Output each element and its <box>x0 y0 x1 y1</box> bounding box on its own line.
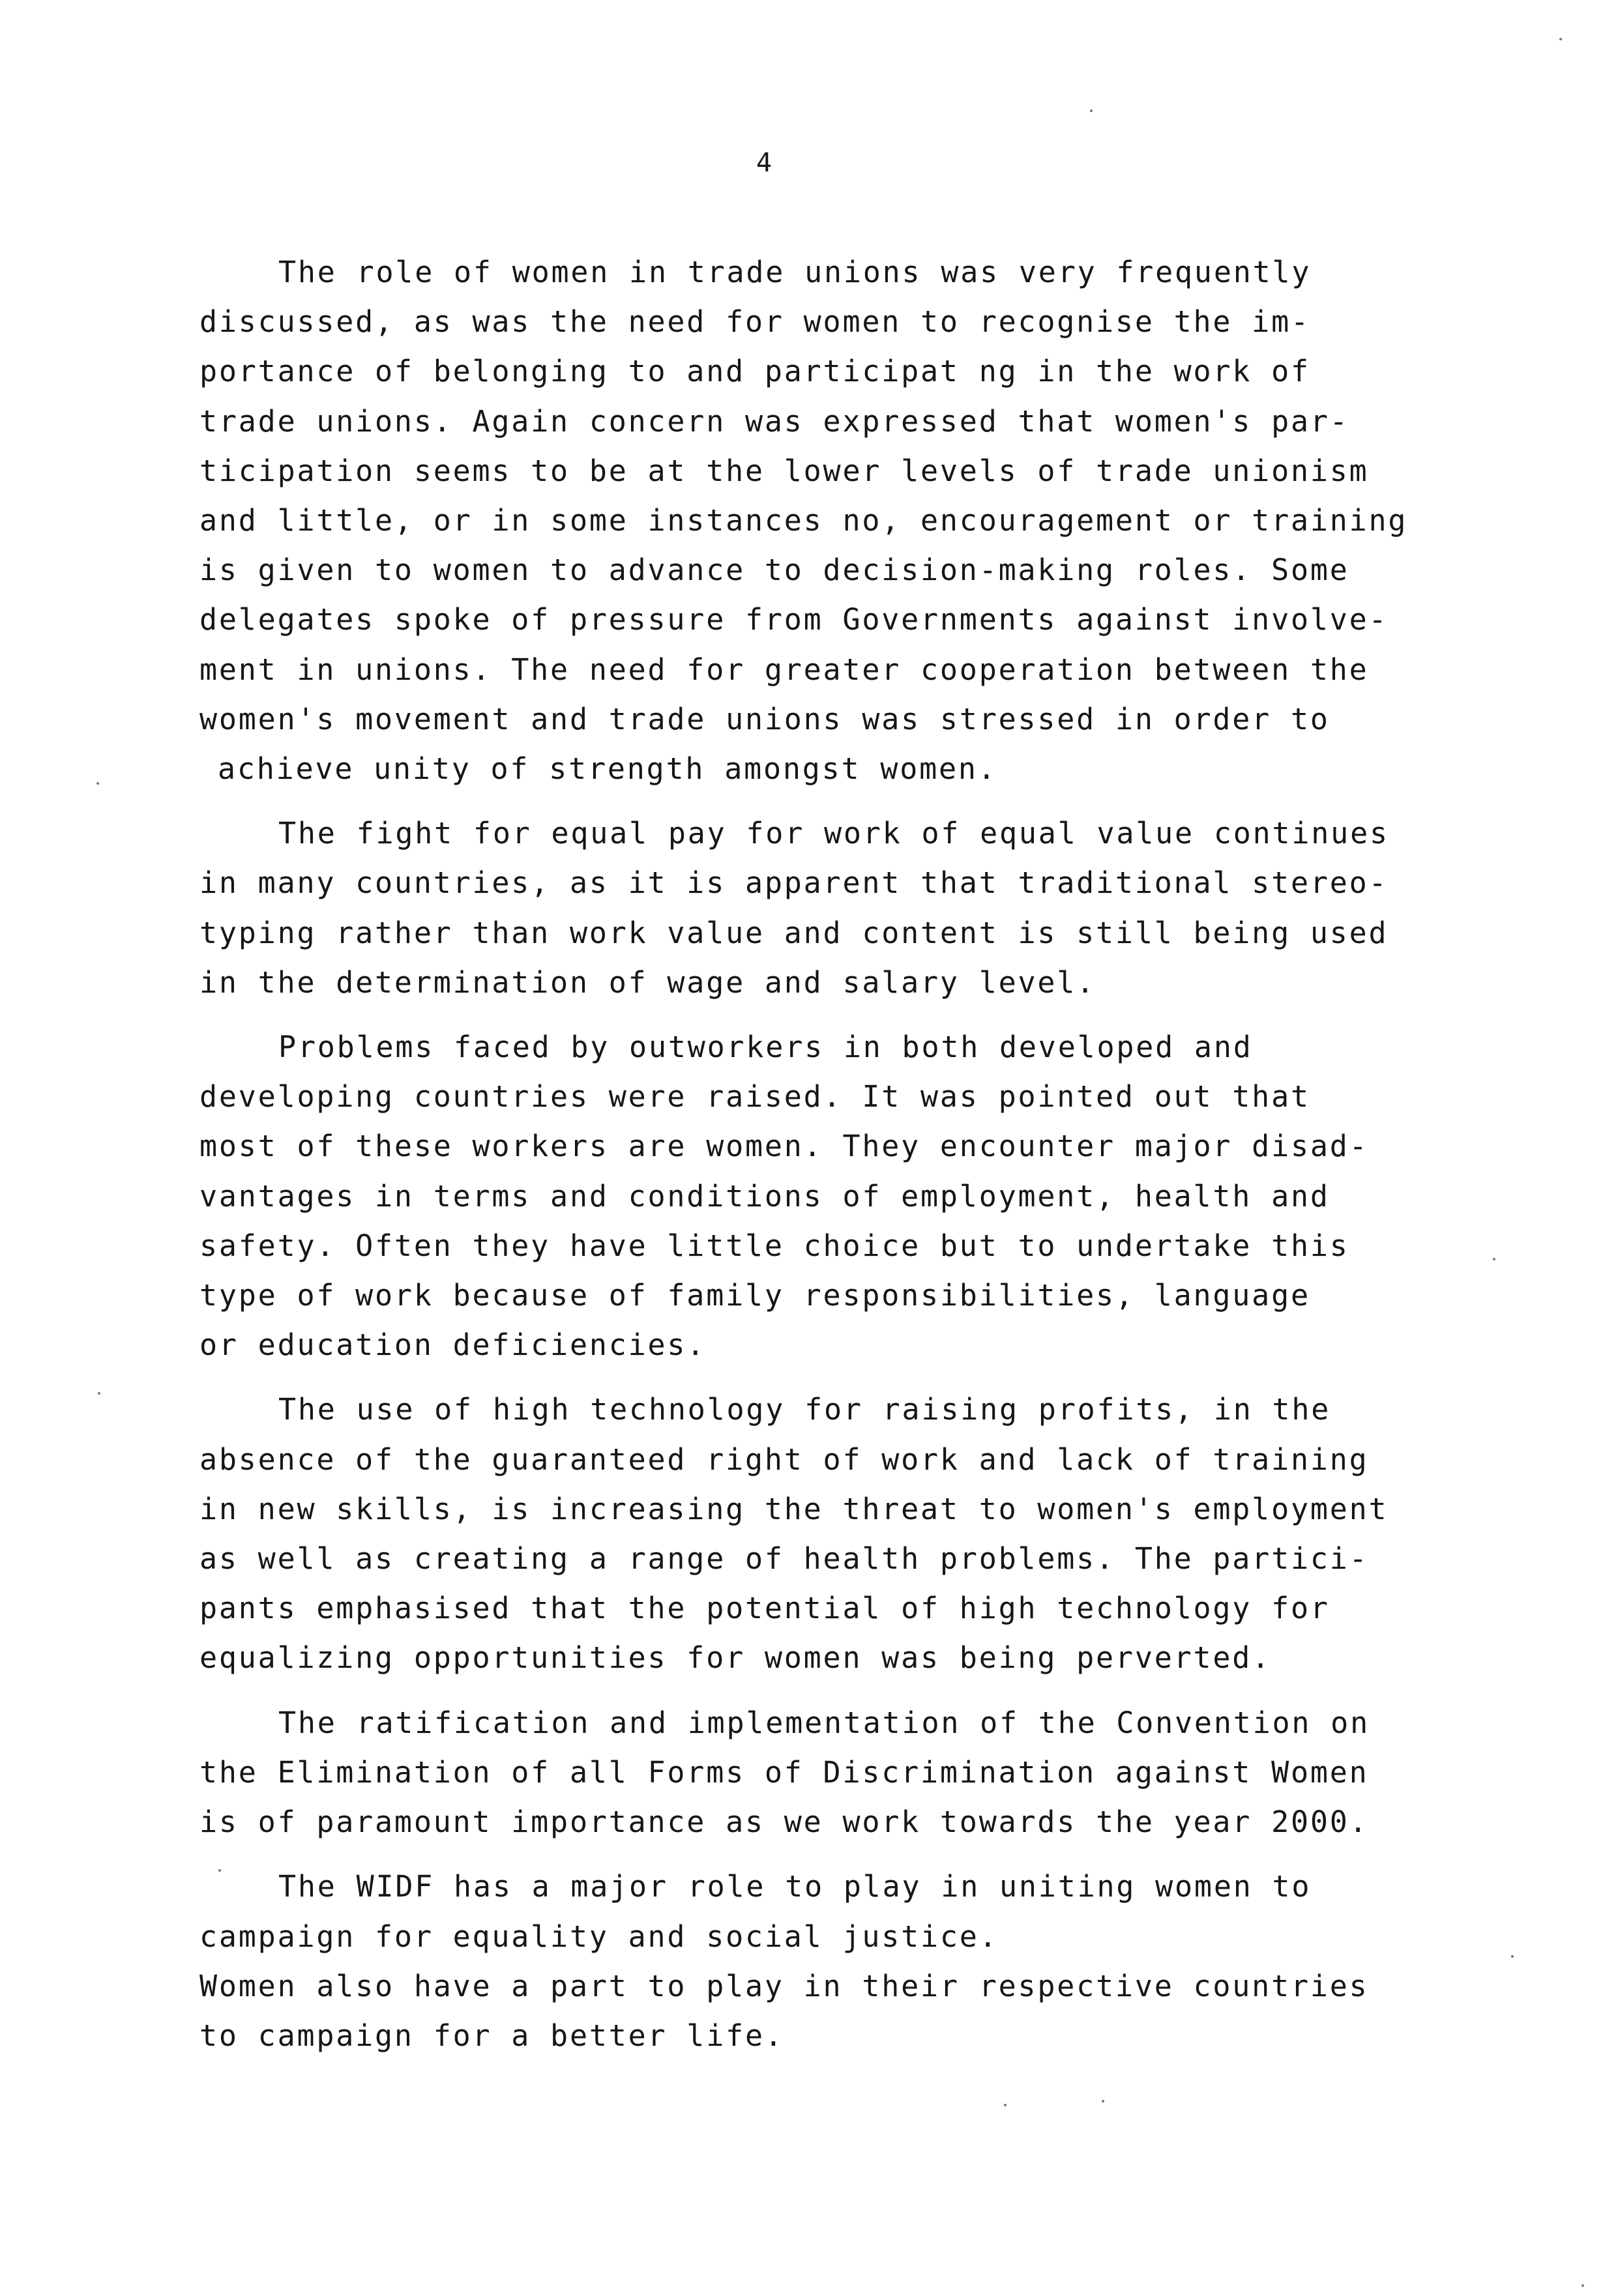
text-line: discussed, as was the need for women to recognise the im- <box>199 304 1310 340</box>
text-line: The WIDF has a major role to play in uniting women to <box>278 1869 1312 1904</box>
text-line: as well as creating a range of health problems. The partici- <box>199 1541 1369 1577</box>
scan-speck <box>1493 1258 1495 1260</box>
scan-speck <box>96 782 99 785</box>
text-line: the Elimination of all Forms of Discrimination against Women <box>199 1754 1369 1790</box>
text-line: The use of high technology for raising profits, in the <box>278 1392 1331 1427</box>
scan-speck <box>1559 38 1562 40</box>
text-line: in the determination of wage and salary level. <box>199 965 1096 1000</box>
text-line: developing countries were raised. It was pointed out that <box>199 1079 1310 1114</box>
text-line: Problems faced by outworkers in both developed and <box>278 1030 1253 1065</box>
scan-speck <box>1581 2284 1584 2287</box>
text-line: achieve unity of strength amongst women. <box>218 751 997 787</box>
text-line: The role of women in trade unions was very frequently <box>278 255 1312 289</box>
paragraph-equal-pay <box>199 809 1477 1008</box>
text-line: vantages in terms and conditions of employment, health and <box>199 1178 1330 1213</box>
text-line: pants emphasised that the potential of high technology for <box>199 1591 1330 1626</box>
paragraph-high-technology <box>199 1385 1477 1683</box>
text-line: most of these workers are women. They encounter major disad- <box>199 1129 1369 1164</box>
text-line: ment in unions. The need for greater cooperation between the <box>199 652 1369 687</box>
paragraph-widf <box>199 1862 1477 2061</box>
text-line: and little, or in some instances no, encouragement or training <box>199 503 1408 538</box>
text-line: is of paramount importance as we work towards the year 2000. <box>199 1805 1369 1840</box>
paragraph-outworkers <box>199 1023 1477 1370</box>
text-line: in new skills, is increasing the threat to women's employment <box>199 1491 1389 1526</box>
text-line: safety. Often they have little choice but to undertake this <box>199 1228 1349 1263</box>
text-line: or education deficiencies. <box>199 1328 707 1363</box>
scan-speck <box>1511 1955 1514 1958</box>
text-line: type of work because of family responsibilities, language <box>199 1278 1310 1313</box>
paragraph-trade-unions <box>199 248 1477 794</box>
scan-speck <box>218 1869 221 1872</box>
text-line: women's movement and trade unions was stressed in order to <box>199 701 1330 736</box>
body-text <box>199 248 1477 2076</box>
text-line: trade unions. Again concern was expressed that women's par- <box>199 403 1349 439</box>
paragraph-convention <box>199 1698 1477 1848</box>
page-number: 4 <box>756 148 772 178</box>
scan-speck <box>1102 2100 1104 2102</box>
text-line: equalizing opportunities for women was being perverted. <box>199 1640 1272 1676</box>
scan-speck <box>1004 2104 1007 2106</box>
text-line: in many countries, as it is apparent that traditional stereo- <box>199 865 1389 901</box>
text-line: portance of belonging to and participat ng in the work of <box>199 354 1310 389</box>
text-line: absence of the guaranteed right of work and lack of training <box>199 1442 1369 1477</box>
scan-speck <box>1090 109 1093 112</box>
text-line: is given to women to advance to decision-making roles. Some <box>199 553 1349 588</box>
text-line: The ratification and implementation of the Convention on <box>278 1705 1370 1740</box>
text-line: to campaign for a better life. <box>199 2018 784 2053</box>
text-line: delegates spoke of pressure from Governments against involve- <box>199 602 1389 637</box>
scan-speck <box>98 1392 100 1395</box>
text-line: Women also have a part to play in their respective countries <box>199 1968 1369 2003</box>
text-line: campaign for equality and social justice. <box>199 1919 999 1954</box>
text-line: The fight for equal pay for work of equal value continues <box>278 816 1389 851</box>
text-line: typing rather than work value and content is still being used <box>199 915 1389 950</box>
text-line: ticipation seems to be at the lower levels of trade unionism <box>199 453 1369 488</box>
